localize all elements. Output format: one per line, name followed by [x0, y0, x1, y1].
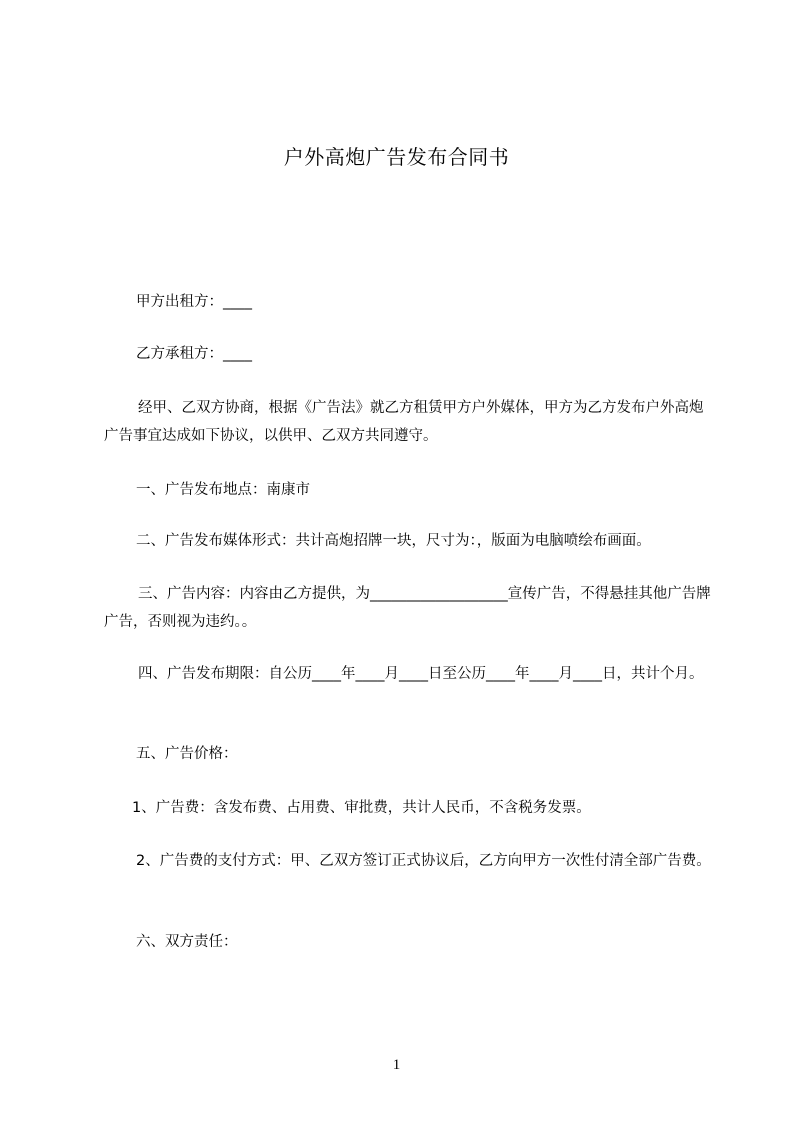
party-b-line: 乙方承租方：____	[136, 346, 252, 362]
clause-5-1-fee: 1、广告费：含发布费、占用费、审批费，共计人民币，不含税务发票。	[132, 800, 591, 816]
party-a-line: 甲方出租方：____	[136, 294, 252, 310]
clause-4-period: 四、广告发布期限：自公历____年____月____日至公历____年____月____日，共计个月。	[138, 666, 704, 682]
document-title: 户外高炮广告发布合同书	[283, 145, 510, 169]
preamble-paragraph: 经甲、乙双方协商，根据《广告法》就乙方租赁甲方户外媒体，甲方为乙方发布户外高炮广告事宜达成如下协议，以供甲、乙双方共同遵守。	[104, 400, 704, 444]
clause-5-price-heading: 五、广告价格：	[136, 746, 238, 762]
clause-3-content: 三、广告内容：内容由乙方提供，为___________________宣传广告，不得悬挂其他广告牌广告，否则视为违约。。	[104, 586, 711, 630]
clause-6-responsibilities-heading: 六、双方责任：	[136, 934, 238, 950]
page-number: 1	[392, 1057, 401, 1073]
clause-2-media-form: 二、广告发布媒体形式：共计高炮招牌一块，尺寸为：，版面为电脑喷绘布画面。	[136, 533, 651, 549]
clause-5-2-payment: 2、广告费的支付方式：甲、乙双方签订正式协议后，乙方向甲方一次性付清全部广告费。	[136, 853, 711, 869]
clause-1-location: 一、广告发布地点：南康市	[136, 482, 310, 498]
